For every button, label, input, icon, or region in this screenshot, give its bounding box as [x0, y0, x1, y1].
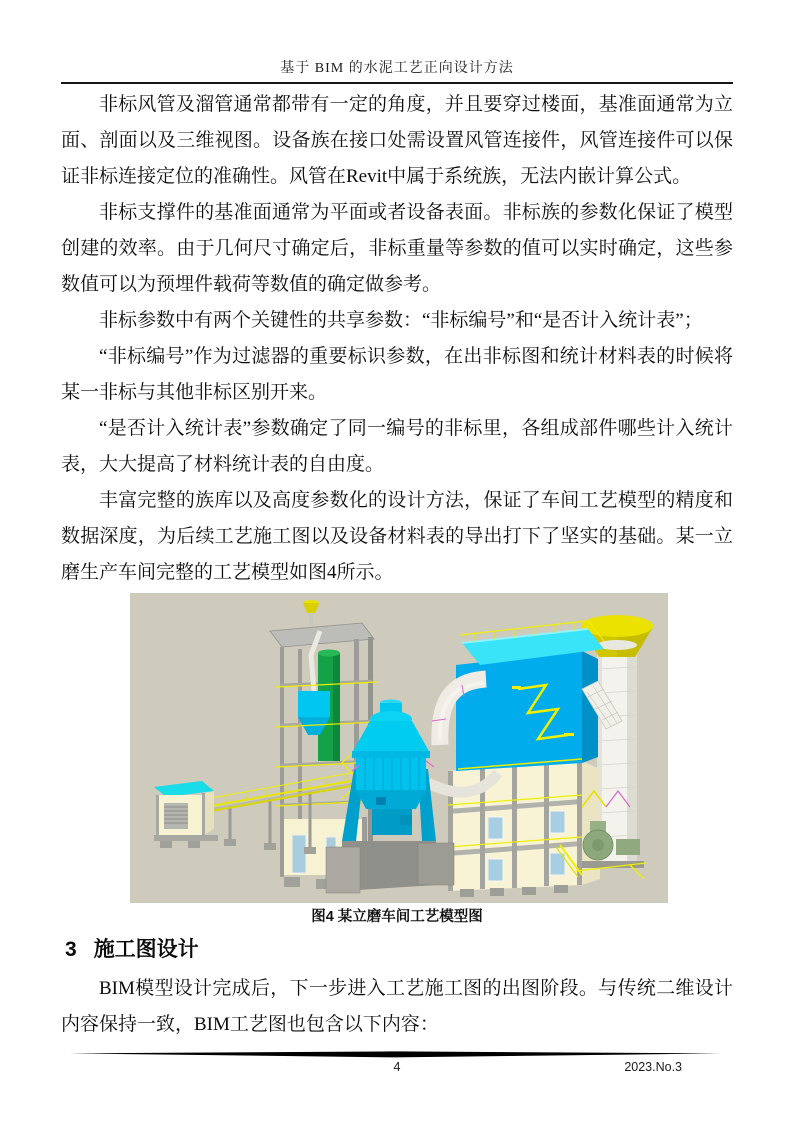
- paragraph-6: 丰富完整的族库以及高度参数化的设计方法，保证了车间工艺模型的精度和数据深度，为后续工艺施工图以及设备材料表的导出打下了坚实的基础。某一立磨生产车间完整的工艺模型如图4所示。: [61, 490, 733, 583]
- figure-4-image: [130, 593, 668, 903]
- figure-caption: 图4 某立磨车间工艺模型图: [311, 909, 483, 925]
- body-text: [61, 87, 733, 591]
- paragraph-3: 非标参数中有两个关键性的共享参数：“非标编号”和“是否计入统计表”；: [99, 310, 703, 331]
- plant-3d-model: [130, 593, 668, 903]
- paragraph-7: BIM模型设计完成后，下一步进入工艺施工图的出图阶段。与传统二维设计内容保持一致，BIM工艺图也包含以下内容：: [61, 978, 733, 1035]
- paragraph-2: 非标支撑件的基准面通常为平面或者设备表面。非标族的参数化保证了模型创建的效率。由于几何尺寸确定后，非标重量等参数的值可以实时确定，这些参数值可以为预埋件载荷等数值的确定做参考。: [61, 202, 733, 295]
- page-number: 4: [393, 1060, 401, 1074]
- footer-row: [61, 1058, 733, 1078]
- paragraph-4: “非标编号”作为过滤器的重要标识参数，在出非标图和统计材料表的时候将某一非标与其他非标区别开来。: [61, 346, 733, 403]
- mill-building: [448, 761, 600, 897]
- bag-filter: [456, 621, 622, 771]
- footer-rule: [69, 1051, 721, 1058]
- section-number: 3: [65, 938, 77, 961]
- paragraph-5: “是否计入统计表”参数确定了同一编号的非标里，各组成部件哪些计入统计表，大大提高了材料统计表的自由度。: [61, 418, 733, 475]
- running-head-title: 基于 BIM 的水泥工艺正向设计方法: [61, 57, 733, 84]
- aux-building: [154, 781, 218, 848]
- issue-label: 2023.No.3: [624, 1060, 682, 1074]
- section-title: 施工图设计: [93, 938, 199, 961]
- section-heading: [65, 934, 733, 966]
- paragraph-1: 非标风管及溜管通常都带有一定的角度，并且要穿过楼面，基准面通常为立面、剖面以及三维视图。设备族在接口处需设置风管连接件，风管连接件可以保证非标连接定位的准确性。风管在Revit中属于系统族，无法内嵌计算公式。: [61, 94, 733, 187]
- page-footer: [61, 1051, 733, 1078]
